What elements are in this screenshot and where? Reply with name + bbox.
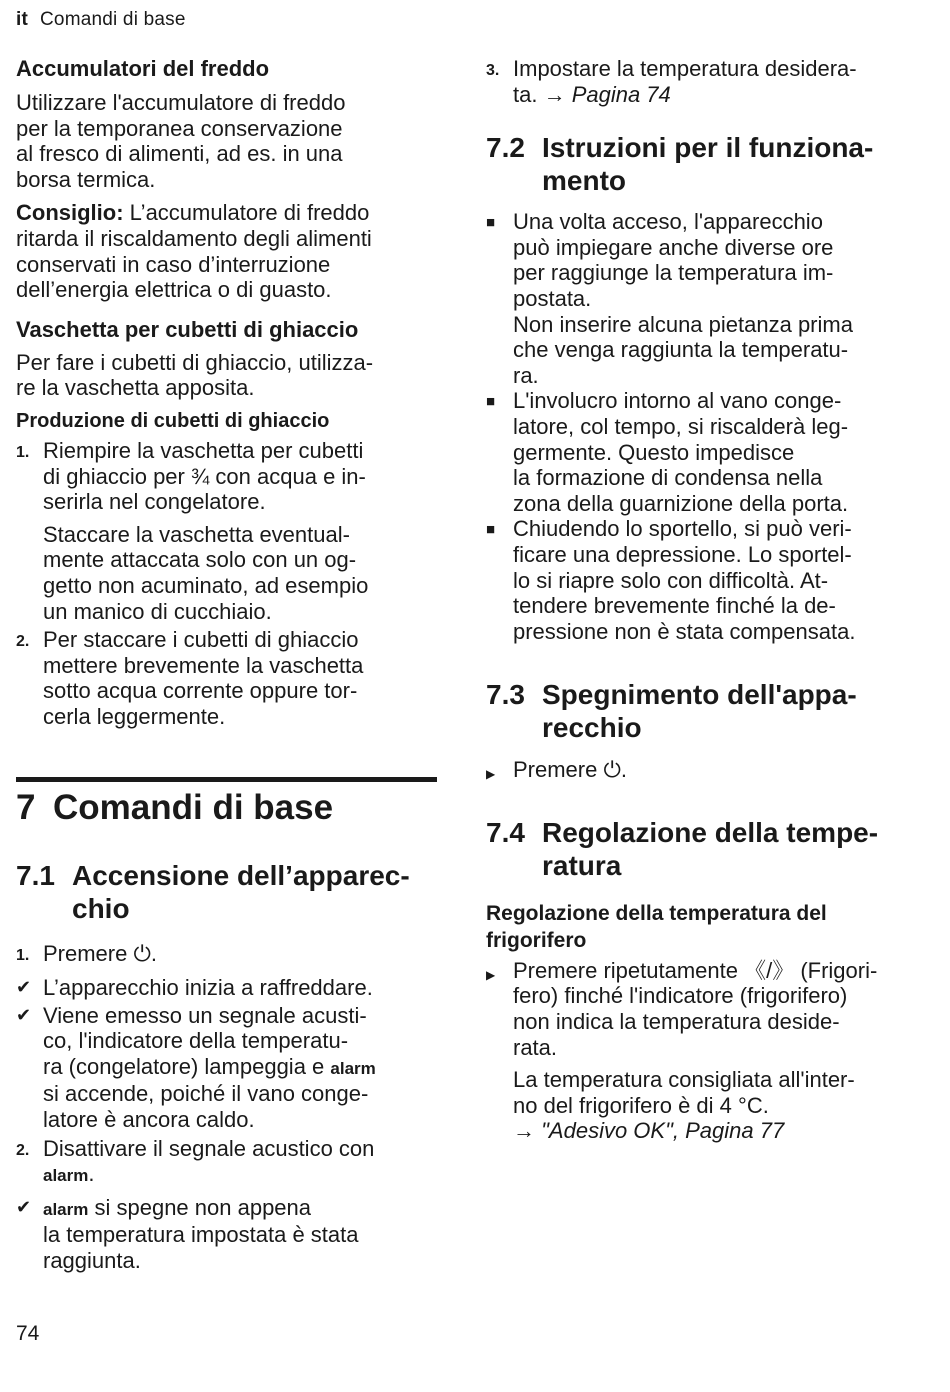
checkmark-icon: ✔ bbox=[16, 1196, 32, 1217]
tip-paragraph bbox=[16, 200, 434, 302]
text-line: recchio bbox=[542, 712, 642, 744]
page-reference-link[interactable]: → "Adesivo OK", Pagina 77 bbox=[513, 1118, 785, 1144]
text-line: Riempire la vaschetta per cubetti bbox=[43, 437, 364, 463]
text-span: L’accumulatore di freddo bbox=[123, 200, 370, 226]
temperature-note bbox=[513, 1067, 910, 1144]
text-line: re la vaschetta apposita. bbox=[16, 375, 255, 401]
text-line: Utilizzare l'accumulatore di freddo bbox=[16, 90, 346, 115]
result-text bbox=[43, 1003, 434, 1133]
step-text bbox=[513, 56, 910, 107]
action-text: Premere ⏻. bbox=[513, 757, 627, 783]
step-number: 1. bbox=[16, 947, 30, 965]
section-number: 7.2 bbox=[486, 132, 525, 164]
square-bullet-icon: ■ bbox=[486, 214, 496, 232]
section-number: 7.4 bbox=[486, 816, 525, 848]
text-line: può impiegare anche diverse ore bbox=[513, 234, 834, 260]
text-line: Viene emesso un segnale acusti- bbox=[43, 1002, 367, 1028]
text-line: dell’energia elettrica o di guasto. bbox=[16, 277, 332, 303]
action-item bbox=[486, 958, 910, 1060]
text-span: . bbox=[88, 1161, 95, 1187]
text-line: chio bbox=[72, 893, 130, 925]
heading-ice-production: Produzione di cubetti di ghiaccio bbox=[16, 409, 330, 432]
alarm-label: alarm bbox=[43, 1166, 89, 1186]
step-text bbox=[43, 438, 434, 515]
section-title bbox=[542, 678, 910, 744]
text-span: si spegne non appena bbox=[88, 1194, 312, 1220]
section-number: 7.1 bbox=[16, 860, 55, 892]
bullet-item bbox=[486, 516, 910, 644]
bullet-text bbox=[513, 388, 910, 516]
step-number: 2. bbox=[16, 633, 30, 651]
chapter-title: Comandi di base bbox=[53, 788, 334, 828]
text-line: si accende, poiché il vano conge- bbox=[43, 1081, 369, 1107]
text-line: Impostare la temperatura desidera- bbox=[513, 56, 857, 81]
text-span: ra (congelatore) lampeggia e bbox=[43, 1053, 331, 1079]
text-line: tendere brevemente finché la de- bbox=[513, 593, 836, 619]
section-heading-7-1 bbox=[16, 859, 434, 925]
text-line: zona della guarnizione della porta. bbox=[513, 490, 849, 516]
result-text bbox=[43, 1195, 434, 1274]
section-heading-7-4 bbox=[486, 816, 910, 882]
text-line bbox=[43, 1054, 434, 1082]
action-item bbox=[486, 757, 910, 788]
text-line: no del frigorifero è di 4 °C. bbox=[513, 1092, 769, 1118]
result-item bbox=[16, 1195, 434, 1274]
left-column bbox=[16, 56, 434, 1274]
text-line: mente attaccata solo con un og- bbox=[43, 547, 357, 573]
section-heading-7-3 bbox=[486, 678, 910, 744]
step-text: Premere ⏻. bbox=[43, 941, 157, 967]
alarm-label: alarm bbox=[43, 1199, 89, 1219]
text-line: Per fare i cubetti di ghiaccio, utilizza- bbox=[16, 349, 374, 375]
triangle-bullet-icon: ▶ bbox=[486, 967, 496, 982]
text-line: postata. bbox=[513, 285, 592, 311]
step-item bbox=[16, 941, 434, 969]
chapter-number: 7 bbox=[16, 788, 36, 828]
chapter-heading bbox=[16, 787, 434, 829]
action-text bbox=[513, 958, 910, 1060]
tip-label: Consiglio: bbox=[16, 200, 124, 226]
step-item bbox=[16, 438, 434, 515]
text-line: getto non acuminato, ad esempio bbox=[43, 572, 369, 598]
page-header bbox=[16, 9, 186, 31]
text-line: fero) finché l'indicatore (frigorifero) bbox=[513, 983, 848, 1009]
result-item bbox=[16, 1003, 434, 1133]
text-line: borsa termica. bbox=[16, 166, 156, 192]
text-line: latore è ancora caldo. bbox=[43, 1107, 255, 1133]
text-line: al fresco di alimenti, ad es. in una bbox=[16, 141, 343, 167]
chapter-rule bbox=[16, 777, 437, 782]
alarm-label: alarm bbox=[330, 1058, 376, 1078]
section-heading-7-2 bbox=[486, 131, 910, 197]
text-line: per la temporanea conservazione bbox=[16, 115, 343, 141]
text-line: frigorifero bbox=[486, 928, 587, 952]
text-line: ra. bbox=[513, 362, 539, 388]
triangle-bullet-icon: ▶ bbox=[486, 767, 496, 782]
step-text bbox=[43, 627, 434, 729]
text-line bbox=[43, 1195, 434, 1223]
square-bullet-icon: ■ bbox=[486, 521, 496, 539]
text-line: Accensione dell’apparec- bbox=[72, 860, 410, 892]
checkmark-icon: ✔ bbox=[16, 977, 32, 998]
heading-accumulators: Accumulatori del freddo bbox=[16, 56, 270, 81]
text-line: Disattivare il segnale acustico con bbox=[43, 1135, 375, 1161]
heading-ice-tray: Vaschetta per cubetti di ghiaccio bbox=[16, 316, 359, 342]
text-line: un manico di cucchiaio. bbox=[43, 598, 272, 624]
text-line: cerla leggermente. bbox=[43, 703, 226, 729]
text-line: la formazione di condensa nella bbox=[513, 465, 823, 491]
text-line: raggiunta. bbox=[43, 1248, 141, 1273]
text-line: mettere brevemente la vaschetta bbox=[43, 652, 364, 678]
text-line: ritarda il riscaldamento degli alimenti bbox=[16, 225, 372, 251]
step-item bbox=[16, 1136, 434, 1189]
text-line: La temperatura consigliata all'inter- bbox=[513, 1067, 855, 1093]
result-item bbox=[16, 975, 434, 1001]
text-line: conservati in caso d’interruzione bbox=[16, 251, 331, 277]
accumulators-paragraph bbox=[16, 90, 434, 192]
step-number: 3. bbox=[486, 62, 500, 79]
text-line: Spegnimento dell'appa- bbox=[542, 679, 857, 711]
section-title bbox=[72, 859, 434, 925]
text-line: latore, col tempo, si riscalderà leg- bbox=[513, 413, 849, 439]
text-line: Chiudendo lo sportello, si può veri- bbox=[513, 516, 852, 542]
page-reference-link[interactable]: → Pagina 74 bbox=[543, 81, 671, 107]
section-title bbox=[542, 131, 910, 197]
text-line: non indica la temperatura deside- bbox=[513, 1009, 840, 1035]
text-line: Premere ripetutamente 《/》 (Frigori- bbox=[513, 957, 878, 983]
text-line: di ghiaccio per ¾ con acqua e in- bbox=[43, 463, 366, 489]
bullet-item bbox=[486, 209, 910, 388]
right-column bbox=[486, 56, 910, 1144]
text-line: Istruzioni per il funziona- bbox=[542, 132, 874, 164]
text-line: ratura bbox=[542, 849, 622, 881]
text-line: pressione non è stata compensata. bbox=[513, 618, 856, 644]
section-title bbox=[542, 816, 910, 882]
header-title: Comandi di base bbox=[40, 9, 186, 30]
text-line: Staccare la vaschetta eventual- bbox=[43, 521, 350, 547]
text-line bbox=[16, 200, 434, 226]
ice-tray-paragraph bbox=[16, 350, 434, 401]
text-line: sotto acqua corrente oppure tor- bbox=[43, 678, 358, 704]
text-line bbox=[43, 1161, 434, 1189]
text-line: Una volta acceso, l'apparecchio bbox=[513, 209, 823, 235]
text-line: mento bbox=[542, 165, 626, 197]
page-number: 74 bbox=[16, 1322, 40, 1345]
text-line: per raggiunge la temperatura im- bbox=[513, 260, 834, 286]
text-line: la temperatura impostata è stata bbox=[43, 1222, 359, 1248]
step-item bbox=[486, 56, 910, 107]
square-bullet-icon: ■ bbox=[486, 393, 496, 411]
text-line: Non inserire alcuna pietanza prima bbox=[513, 311, 853, 337]
bullet-text bbox=[513, 516, 910, 644]
text-line: Per staccare i cubetti di ghiaccio bbox=[43, 627, 359, 653]
step-number: 2. bbox=[16, 1141, 30, 1159]
checkmark-icon: ✔ bbox=[16, 1004, 32, 1025]
text-line: serirla nel congelatore. bbox=[43, 489, 266, 515]
result-text: L’apparecchio inizia a raffreddare. bbox=[43, 975, 373, 1001]
bullet-item bbox=[486, 388, 910, 516]
text-line: lo si riapre solo con difficoltà. At- bbox=[513, 567, 829, 593]
text-line: rata. bbox=[513, 1034, 558, 1060]
step-text bbox=[43, 1136, 434, 1189]
text-line: L'involucro intorno al vano conge- bbox=[513, 388, 842, 414]
step-note bbox=[43, 522, 434, 624]
text-line bbox=[513, 82, 910, 108]
step-item bbox=[16, 627, 434, 729]
text-line: che venga raggiunta la temperatu- bbox=[513, 337, 849, 363]
text-line: germente. Questo impedisce bbox=[513, 439, 795, 465]
section-number: 7.3 bbox=[486, 679, 525, 711]
language-code: it bbox=[16, 9, 29, 30]
bullet-text bbox=[513, 209, 910, 388]
text-line: co, l'indicatore della temperatu- bbox=[43, 1028, 349, 1054]
step-number: 1. bbox=[16, 443, 30, 461]
text-line: Regolazione della tempe- bbox=[542, 816, 879, 848]
heading-fridge-temperature bbox=[486, 900, 910, 954]
text-line: Regolazione della temperatura del bbox=[486, 901, 827, 925]
text-span: ta. bbox=[513, 81, 544, 107]
text-line: ficare una depressione. Lo sportel- bbox=[513, 541, 852, 567]
